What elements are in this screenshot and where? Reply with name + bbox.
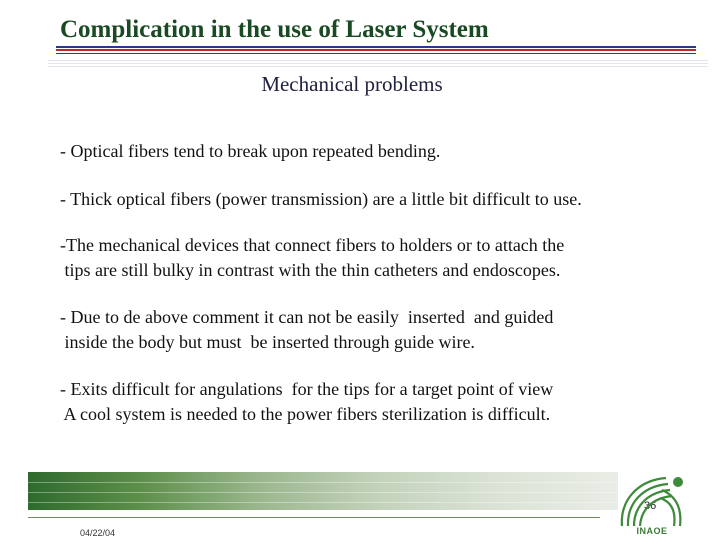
page-number: 36 <box>644 500 657 512</box>
subtitle-text: Mechanical problems <box>261 72 443 96</box>
slide-title: Complication in the use of Laser System <box>60 16 489 43</box>
faint-rule <box>48 60 708 61</box>
bullet-item: -The mechanical devices that connect fibers to holders or to attach the tips are still bulky in contrast with the thin catheters and endoscopes. <box>60 235 565 280</box>
bullet-item: - Thick optical fibers (power transmission) are a little bit difficult to use. <box>60 189 582 209</box>
title-rule-middle <box>56 49 696 51</box>
bullet-item: - Exits difficult for angulations for the tips for a target point of view A cool system is needed to the power fibers sterilization is difficult. <box>60 379 554 424</box>
bullet-item: - Due to de above comment it can not be easily inserted and guided inside the body but must be inserted through guide wire. <box>60 307 554 352</box>
footer-rule <box>28 517 600 518</box>
bullet-item: - Optical fibers tend to break upon repeated bending. <box>60 141 441 161</box>
faint-rule <box>48 66 708 67</box>
slide-date: 04/22/04 <box>80 528 116 538</box>
faint-rule <box>48 63 708 64</box>
footer-band <box>28 472 618 510</box>
logo-wordmark: INAOE <box>636 526 668 536</box>
title-rule-top <box>56 46 696 48</box>
slide-subtitle <box>0 72 704 97</box>
title-rule-bottom <box>56 53 696 54</box>
